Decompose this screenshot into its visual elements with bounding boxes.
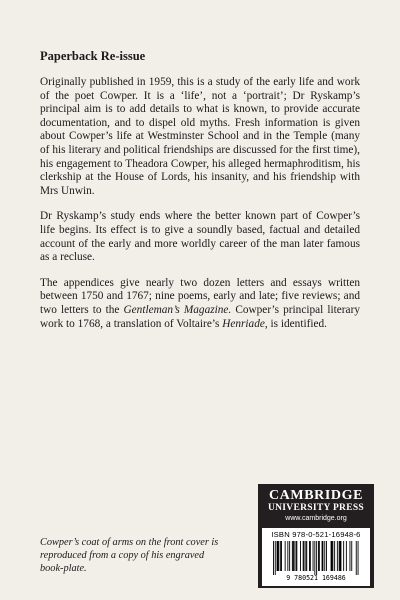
barcode-bar bbox=[285, 541, 286, 571]
barcode-bar bbox=[278, 541, 279, 571]
barcode-bar bbox=[322, 541, 323, 571]
barcode-bar bbox=[309, 541, 310, 571]
cover-caption: Cowper’s coat of arms on the front cover is reproduced from a copy of his engraved book-plate. bbox=[40, 537, 219, 574]
barcode-bar bbox=[337, 541, 338, 571]
publisher-block bbox=[258, 484, 374, 588]
barcode-bar bbox=[341, 541, 342, 571]
isbn-text: ISBN 978-0-521-16948-6 bbox=[271, 530, 361, 539]
barcode-bar bbox=[324, 541, 325, 571]
barcode-bar bbox=[340, 541, 341, 571]
barcode-bar bbox=[339, 541, 340, 571]
publisher-url: www.cambridge.org bbox=[285, 515, 347, 522]
publisher-press: UNIVERSITY PRESS bbox=[267, 503, 365, 513]
barcode-bar bbox=[356, 541, 357, 575]
barcode-bar bbox=[294, 541, 295, 571]
barcode-panel bbox=[262, 528, 370, 586]
barcode-bar bbox=[277, 541, 278, 571]
barcode-bar bbox=[316, 541, 317, 575]
barcode bbox=[266, 541, 366, 581]
appendix-italic-1: Gentleman’s Magazine. bbox=[123, 303, 232, 316]
barcode-bar bbox=[293, 541, 294, 571]
blurb-paragraph-1: Originally published in 1959, this is a study of the early life and work of the poet Cowper. It is a ‘life’, not a ‘portrait’; Dr Ryskamp’s principal aim is to add details to what is known, to provide accurate documentation, and to dispel old myths. Fresh information is given about Cowper’s life at Westminster School and in the Temple (many of his literary and political friendships are discussed for the first time), his engagement to Theadora Cowper, his alleged hermaphroditism, his clerkship at the House of Lords, his insanity, and his friendship with Mrs Unwin. bbox=[40, 76, 360, 197]
barcode-bar bbox=[313, 541, 314, 571]
barcode-bar bbox=[303, 541, 304, 571]
barcode-bar bbox=[287, 541, 288, 571]
barcode-bar bbox=[296, 541, 297, 571]
appendix-text-2: Cowper’s principal literary work to 1768, a translation of Voltaire’s bbox=[40, 303, 360, 330]
appendix-italic-2: Henriade bbox=[222, 317, 265, 330]
barcode-bar bbox=[331, 541, 332, 571]
barcode-bar bbox=[281, 541, 282, 571]
barcode-bar bbox=[306, 541, 307, 571]
barcode-digits: 9 780521 169486 bbox=[286, 574, 346, 581]
barcode-bar bbox=[334, 541, 335, 571]
barcode-bar bbox=[358, 541, 359, 575]
barcode-bar bbox=[310, 541, 311, 571]
barcode-bar bbox=[332, 541, 333, 571]
barcode-bar bbox=[319, 541, 320, 571]
barcode-bar bbox=[292, 541, 293, 571]
barcode-bar bbox=[280, 541, 281, 571]
barcode-bar bbox=[326, 541, 327, 571]
barcode-bar bbox=[314, 541, 315, 575]
barcode-bar bbox=[318, 541, 319, 571]
barcode-bar bbox=[273, 541, 274, 575]
barcode-bar bbox=[289, 541, 290, 571]
barcode-bar bbox=[346, 541, 347, 571]
blurb-paragraph-2: Dr Ryskamp’s study ends where the better known part of Cowper’s life begins. Its effect is to give a soundly based, factual and detailed account of the early and more worldly career of the man later famous as a recluse. bbox=[40, 210, 360, 264]
barcode-bar bbox=[278, 541, 279, 571]
barcode-bar bbox=[300, 541, 301, 571]
barcode-bar bbox=[296, 541, 297, 571]
barcode-bar bbox=[323, 541, 324, 571]
appendix-paragraph bbox=[40, 277, 360, 331]
barcode-bar bbox=[351, 541, 352, 571]
barcode-bar bbox=[304, 541, 305, 571]
back-cover-heading: Paperback Re-issue bbox=[40, 49, 146, 63]
appendix-text-1: The appendices give nearly two dozen letters and essays written between 1750 and 1767; nine poems, early and late; five reviews; and two letters to the bbox=[40, 276, 360, 316]
appendix-text-3: , is identified. bbox=[264, 317, 327, 330]
barcode-bar bbox=[350, 541, 351, 571]
blurb bbox=[40, 76, 360, 343]
barcode-bar bbox=[275, 541, 276, 575]
barcode-bar bbox=[332, 541, 333, 571]
barcode-bar bbox=[305, 541, 306, 571]
barcode-bar bbox=[343, 541, 344, 571]
publisher-name: CAMBRIDGE bbox=[268, 488, 364, 503]
